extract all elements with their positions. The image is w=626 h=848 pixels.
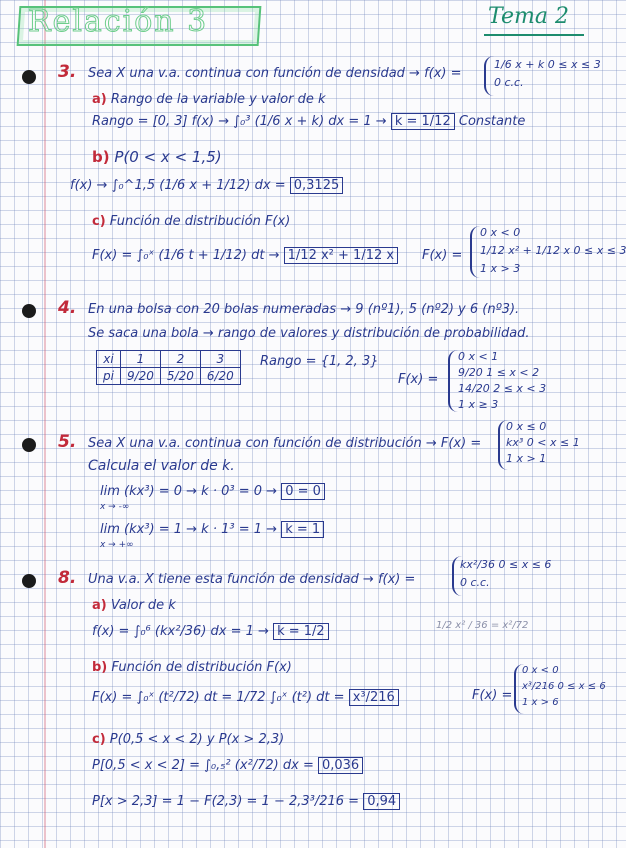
table-cell: 9/20: [120, 368, 160, 385]
ex3-c-brace: [470, 226, 480, 278]
ex8-line-1: Una v.a. X tiene esta función de densidad → f(x) =: [88, 572, 416, 587]
ex8-b-work: [92, 690, 399, 705]
bullet-3: [22, 70, 36, 84]
exercise-8-number: 8.: [58, 568, 77, 588]
ex3-c-text: Función de distribución F(x): [109, 214, 291, 229]
tema-label: Tema 2: [488, 4, 569, 29]
table-row: [97, 368, 241, 385]
ex8-c-line-2: P[x > 2,3] = 1 − F(2,3) = 1 − 2,3³/216 =: [92, 794, 360, 809]
bullet-8: [22, 574, 36, 588]
ex3-b-row: [92, 148, 222, 166]
ex3-a-label: a): [92, 92, 107, 107]
exercise-4-number: 4.: [58, 298, 77, 318]
ex5-lim2-sub: x → +∞: [100, 540, 134, 550]
bullet-5: [22, 438, 36, 452]
ex5-limit-2: [100, 522, 324, 537]
ex3-b-text: P(0 < x < 1,5): [114, 148, 222, 166]
table-cell: xi: [97, 351, 121, 368]
ex3-b-work: [70, 178, 343, 193]
ex3-a-work: [92, 114, 525, 129]
ex8-c-label: c): [92, 732, 106, 747]
ex4-line-2: Se saca una bola → rango de valores y distribución de probabilidad.: [88, 326, 530, 341]
ex4-F-brace: [448, 350, 458, 412]
ex3-density-piece-2: 0 c.c.: [494, 76, 524, 89]
table-cell: pi: [97, 368, 121, 385]
margin-line: [44, 0, 46, 848]
ex3-a-line: Rango = [0, 3] f(x) → ∫₀³ (1/6 x + k) dx = 1 →: [92, 114, 387, 129]
table-cell: 1: [120, 351, 160, 368]
ex8-a-result: k = 1/2: [273, 623, 329, 640]
ex4-probability-table: [96, 350, 241, 385]
ex3-a-text: Rango de la variable y valor de k: [110, 92, 326, 107]
ex8-a-row: [92, 598, 176, 613]
ex3-b-result: 0,3125: [290, 177, 344, 194]
ex8-a-work: [92, 624, 329, 639]
ex8-c-row: [92, 732, 284, 747]
ex3-c-piece-1: 0 x < 0: [480, 226, 521, 239]
exercise-5-number: 5.: [58, 432, 77, 452]
ex8-b-row: [92, 660, 292, 675]
ex3-c-piece-3: 1 x > 3: [480, 262, 521, 275]
ex5-lim1-result: 0 = 0: [281, 483, 325, 500]
ex8-b-F: F(x) =: [472, 688, 513, 703]
ex5-lim2: lim (kx³) = 1 → k · 1³ = 1 →: [100, 522, 278, 537]
ex3-a-result: k = 1/12: [391, 113, 455, 130]
ex5-piece-3: 1 x > 1: [506, 452, 547, 465]
ex3-c-label: c): [92, 214, 106, 229]
exercise-3-statement: Sea X una v.a. continua con función de densidad → f(x) =: [88, 66, 462, 81]
ex4-piece-2: 9/20 1 ≤ x < 2: [458, 366, 540, 379]
ex4-rango: Rango = {1, 2, 3}: [260, 354, 379, 369]
ex8-b-piece-3: 1 x > 6: [522, 697, 559, 708]
table-cell: 2: [160, 351, 200, 368]
ex8-c-result-2: 0,94: [363, 793, 400, 810]
page-title: Relación 3: [28, 4, 209, 39]
ex4-line-1: En una bolsa con 20 bolas numeradas → 9 (nº1), 5 (nº2) y 6 (nº3).: [88, 302, 520, 317]
ex8-c-work-2: [92, 794, 400, 809]
table-cell: 5/20: [160, 368, 200, 385]
ex8-side-note: 1/2 x² / 36 = x²/72: [436, 620, 529, 631]
ex5-limit-1: [100, 484, 325, 499]
ex3-b-label: b): [92, 148, 110, 166]
table-row: [97, 351, 241, 368]
ex3-density-brace: [484, 56, 494, 96]
ex8-a-label: a): [92, 598, 107, 613]
ex8-b-piece-1: 0 x < 0: [522, 665, 559, 676]
ex5-piece-1: 0 x ≤ 0: [506, 420, 547, 433]
ex5-piece-2: kx³ 0 < x ≤ 1: [506, 436, 580, 449]
ex3-density-piece-1: 1/6 x + k 0 ≤ x ≤ 3: [494, 58, 601, 71]
ex3-c-line: F(x) = ∫₀ˣ (1/6 t + 1/12) dt →: [92, 248, 280, 263]
ex3-a-row: [92, 92, 326, 107]
ex8-a-text: Valor de k: [110, 598, 176, 613]
ex8-b-label: b): [92, 660, 108, 675]
ex3-c-result: 1/12 x² + 1/12 x: [284, 247, 398, 264]
ex4-piece-1: 0 x < 1: [458, 350, 499, 363]
ex3-c-F: F(x) =: [422, 248, 463, 263]
ex8-c-text: P(0,5 < x < 2) y P(x > 2,3): [109, 732, 285, 747]
ex8-piece-1: kx²/36 0 ≤ x ≤ 6: [460, 558, 552, 571]
ex3-c-row: [92, 214, 290, 229]
ex3-c-piece-2: 1/12 x² + 1/12 x 0 ≤ x ≤ 3: [480, 244, 626, 257]
ex5-lim1: lim (kx³) = 0 → k · 0³ = 0 →: [100, 484, 278, 499]
ex5-lim2-result: k = 1: [281, 521, 324, 538]
table-cell: 3: [200, 351, 240, 368]
ex3-b-line: f(x) → ∫₀^1,5 (1/6 x + 1/12) dx =: [70, 178, 286, 193]
ex3-c-work: [92, 248, 398, 263]
ex5-lim1-sub: x → -∞: [100, 502, 130, 512]
ex8-b-result: x³/216: [349, 689, 399, 706]
ex8-piece-2: 0 c.c.: [460, 576, 490, 589]
ex8-b-line: F(x) = ∫₀ˣ (t²/72) dt = 1/72 ∫₀ˣ (t²) dt =: [92, 690, 345, 705]
ex5-line-2: Calcula el valor de k.: [88, 458, 235, 474]
ex8-b-text: Función de distribución F(x): [111, 660, 292, 675]
ex3-a-note: Constante: [458, 114, 526, 129]
table-cell: 6/20: [200, 368, 240, 385]
ex5-line-1: Sea X una v.a. continua con función de distribución → F(x) =: [88, 436, 482, 451]
ex4-F: F(x) =: [398, 372, 439, 387]
tema-underline: [484, 34, 584, 36]
ex8-c-line-1: P[0,5 < x < 2] = ∫₀,₅² (x²/72) dx =: [92, 758, 314, 773]
ex8-b-piece-2: x³/216 0 ≤ x ≤ 6: [522, 681, 606, 692]
ex8-a-line: f(x) = ∫₀⁶ (kx²/36) dx = 1 →: [92, 624, 269, 639]
ex4-piece-3: 14/20 2 ≤ x < 3: [458, 382, 547, 395]
ex8-c-result-1: 0,036: [318, 757, 363, 774]
ex8-c-work-1: [92, 758, 363, 773]
exercise-3-number: 3.: [58, 62, 77, 82]
bullet-4: [22, 304, 36, 318]
ex4-piece-4: 1 x ≥ 3: [458, 398, 499, 411]
